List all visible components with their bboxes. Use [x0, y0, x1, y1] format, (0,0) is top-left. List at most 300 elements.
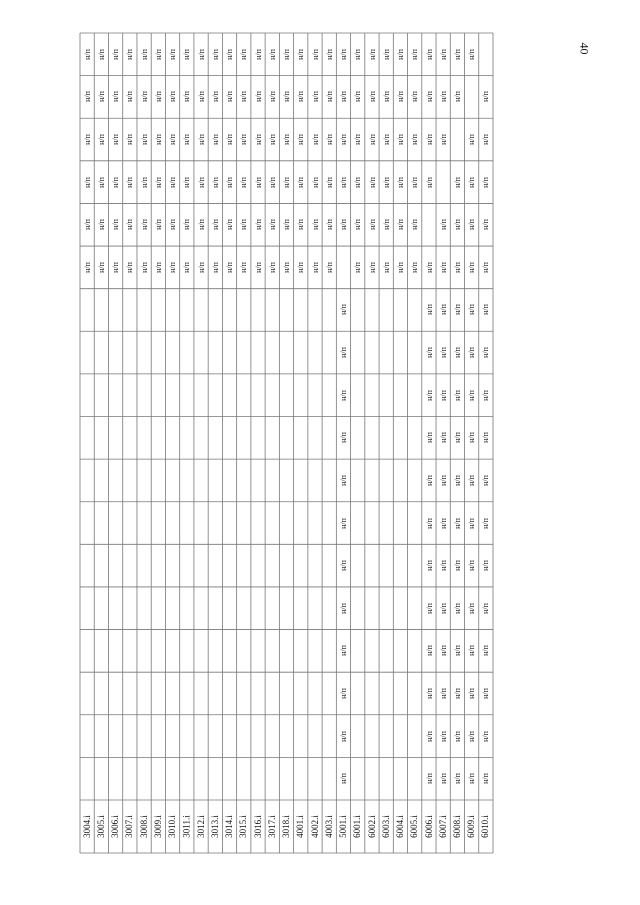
table-cell: [436, 289, 450, 332]
table-cell-text: н/п: [410, 91, 420, 103]
table-cell: [450, 118, 464, 161]
table-cell: [365, 502, 379, 545]
table-cell-text: н/п: [111, 176, 121, 188]
table-cell: [393, 118, 407, 161]
table-cell: [151, 417, 165, 460]
table-cell: [365, 331, 379, 374]
table-cell-text: н/п: [310, 91, 320, 103]
table-cell: [365, 76, 379, 119]
table-cell: [479, 417, 493, 460]
table-cell-text: н/п: [168, 91, 178, 103]
table-cell: [336, 630, 350, 673]
table-cell: [208, 33, 222, 76]
table-cell-text: н/п: [139, 219, 149, 231]
table-cell: [422, 76, 436, 119]
table-cell: [222, 203, 236, 246]
table-cell-text: н/п: [82, 134, 92, 145]
row-label: [80, 800, 94, 853]
table-cell: [237, 757, 251, 800]
table-cell: [379, 289, 393, 332]
table-cell-text: н/п: [111, 134, 121, 145]
table-cell-text: н/п: [267, 261, 277, 273]
table-cell-text: н/п: [96, 134, 106, 145]
table-cell: [479, 76, 493, 119]
table-cell: [137, 331, 151, 374]
table-cell: [80, 417, 94, 460]
table-cell-text: н/п: [424, 645, 434, 657]
table-cell: [80, 76, 94, 119]
table-cell: [180, 672, 194, 715]
table-cell: [465, 715, 479, 758]
table-cell-text: н/п: [96, 176, 106, 188]
table-cell: [165, 246, 179, 289]
row-label-text: 3012.i: [195, 815, 206, 838]
table-cell: [279, 331, 293, 374]
table-cell: [422, 161, 436, 204]
table-cell: [336, 76, 350, 119]
table-cell: [151, 587, 165, 630]
table-cell: [308, 118, 322, 161]
table-cell-text: н/п: [424, 389, 434, 401]
table-cell: [208, 76, 222, 119]
table-cell: [294, 587, 308, 630]
table-cell-text: н/п: [239, 134, 249, 145]
table-cell: [408, 289, 422, 332]
table-cell-text: н/п: [338, 730, 348, 742]
table-cell-text: н/п: [225, 219, 235, 231]
row-label-text: 3007.i: [124, 815, 135, 838]
row-label: [479, 800, 493, 853]
table-cell-text: н/п: [424, 347, 434, 358]
table-cell: [180, 587, 194, 630]
table-cell: [294, 161, 308, 204]
table-cell: [265, 76, 279, 119]
table-cell: [308, 33, 322, 76]
table-cell: [422, 672, 436, 715]
table-cell: [436, 587, 450, 630]
table-cell-text: н/п: [438, 347, 448, 358]
table-cell: [108, 630, 122, 673]
table-cell: [137, 587, 151, 630]
table-cell-text: н/п: [210, 91, 220, 103]
table-cell: [194, 459, 208, 502]
table-cell: [208, 161, 222, 204]
table-cell-text: н/п: [381, 176, 391, 188]
table-cell: [322, 161, 336, 204]
table-cell-text: н/п: [452, 219, 462, 231]
table-cell: [108, 76, 122, 119]
table-cell-text: н/п: [225, 261, 235, 273]
row-label-text: 3005.i: [95, 815, 106, 838]
table-cell-text: н/п: [125, 219, 135, 231]
table-cell: [237, 587, 251, 630]
table-cell: [422, 715, 436, 758]
table-cell: [336, 374, 350, 417]
table-cell: [379, 757, 393, 800]
table-cell: [94, 757, 108, 800]
table-cell-text: н/п: [452, 602, 462, 614]
table-cell: [123, 715, 137, 758]
table-cell: [94, 374, 108, 417]
table-cell: [151, 630, 165, 673]
table-cell: [237, 672, 251, 715]
table-cell: [180, 544, 194, 587]
table-cell: [108, 203, 122, 246]
table-cell-text: н/п: [153, 134, 163, 145]
table-cell: [265, 757, 279, 800]
table-cell: [265, 246, 279, 289]
table-cell-text: н/п: [467, 304, 477, 316]
table-cell: [180, 630, 194, 673]
table-cell-text: н/п: [381, 91, 391, 103]
table-cell: [151, 203, 165, 246]
table-cell-text: н/п: [253, 219, 263, 231]
table-cell: [408, 331, 422, 374]
row-label-text: 3017.i: [266, 815, 277, 838]
table-cell: [422, 502, 436, 545]
table-cell: [222, 33, 236, 76]
table-cell: [108, 757, 122, 800]
table-cell: [208, 289, 222, 332]
table-cell-text: н/п: [267, 134, 277, 145]
table-cell-text: н/п: [438, 645, 448, 657]
table-cell-text: н/п: [324, 219, 334, 231]
table-cell-text: н/п: [239, 219, 249, 231]
table-cell: [336, 246, 350, 289]
table-cell-text: н/п: [410, 134, 420, 145]
table-cell-text: н/п: [410, 176, 420, 188]
table-cell-text: н/п: [267, 48, 277, 60]
row-label-text: 6003.i: [380, 815, 391, 838]
table-cell-text: н/п: [481, 134, 491, 145]
table-cell: [479, 203, 493, 246]
table-cell-text: н/п: [210, 219, 220, 231]
table-cell: [237, 76, 251, 119]
table-cell-text: н/п: [125, 48, 135, 60]
table-cell-text: н/п: [310, 176, 320, 188]
table-cell-text: н/п: [452, 730, 462, 742]
table-cell: [123, 203, 137, 246]
table-cell: [180, 417, 194, 460]
table-cell: [379, 630, 393, 673]
table-cell-text: н/п: [82, 261, 92, 273]
table-cell: [408, 757, 422, 800]
table-cell: [408, 76, 422, 119]
table-cell: [123, 757, 137, 800]
table-cell: [450, 587, 464, 630]
table-cell: [108, 672, 122, 715]
table-cell: [408, 502, 422, 545]
table-cell-text: н/п: [424, 560, 434, 572]
table-cell: [151, 757, 165, 800]
table-cell: [379, 161, 393, 204]
table-cell: [123, 118, 137, 161]
row-label-text: 3018.i: [280, 815, 291, 838]
table-cell: [108, 33, 122, 76]
table-cell: [222, 417, 236, 460]
table-cell: [265, 417, 279, 460]
table-cell: [308, 757, 322, 800]
table-cell: [222, 246, 236, 289]
table-cell-text: н/п: [424, 261, 434, 273]
table-cell: [194, 544, 208, 587]
table-cell: [108, 544, 122, 587]
table-cell: [479, 331, 493, 374]
table-cell: [94, 289, 108, 332]
table-cell-text: н/п: [225, 48, 235, 60]
table-cell: [408, 374, 422, 417]
table-cell: [408, 417, 422, 460]
table-cell: [393, 161, 407, 204]
table-cell: [294, 246, 308, 289]
row-label-text: 6005.i: [409, 815, 420, 838]
table-cell: [465, 161, 479, 204]
table-cell: [450, 459, 464, 502]
table-cell: [351, 672, 365, 715]
table-cell: [123, 289, 137, 332]
table-cell: [180, 118, 194, 161]
table-cell: [365, 587, 379, 630]
table-cell: [165, 289, 179, 332]
table-cell: [108, 715, 122, 758]
table-cell: [208, 331, 222, 374]
table-cell: [294, 544, 308, 587]
table-cell: [279, 757, 293, 800]
table-cell: [436, 715, 450, 758]
table-cell: [479, 715, 493, 758]
table-cell-text: н/п: [467, 48, 477, 60]
row-label: [465, 800, 479, 853]
table-cell: [422, 417, 436, 460]
table-cell-text: н/п: [452, 688, 462, 699]
table-cell-text: н/п: [481, 645, 491, 657]
table-cell: [393, 672, 407, 715]
table-cell: [80, 33, 94, 76]
table-cell: [393, 76, 407, 119]
table-cell-text: н/п: [111, 261, 121, 273]
table-cell: [151, 374, 165, 417]
table-cell: [408, 672, 422, 715]
table-cell-text: н/п: [225, 91, 235, 103]
table-cell: [94, 715, 108, 758]
table-cell: [265, 544, 279, 587]
table-cell: [365, 544, 379, 587]
table-cell: [365, 289, 379, 332]
table-cell: [194, 118, 208, 161]
row-label: [436, 800, 450, 853]
table-cell: [237, 459, 251, 502]
table-cell-text: н/п: [139, 91, 149, 103]
table-cell-text: н/п: [324, 176, 334, 188]
table-cell: [351, 417, 365, 460]
table-cell-text: н/п: [196, 134, 206, 145]
table-cell-text: н/п: [153, 219, 163, 231]
table-cell: [322, 331, 336, 374]
table-cell: [94, 161, 108, 204]
table-cell: [450, 417, 464, 460]
table-cell: [80, 459, 94, 502]
table-cell: [393, 587, 407, 630]
table-cell: [393, 544, 407, 587]
table-cell-text: н/п: [353, 48, 363, 60]
table-cell: [208, 672, 222, 715]
table-cell: [379, 502, 393, 545]
table-cell-text: н/п: [168, 48, 178, 60]
table-cell: [208, 417, 222, 460]
table-cell: [393, 417, 407, 460]
table-cell: [479, 289, 493, 332]
table-cell: [208, 203, 222, 246]
table-cell: [336, 544, 350, 587]
table-cell: [351, 331, 365, 374]
table-cell: [294, 630, 308, 673]
table-cell: [365, 672, 379, 715]
table-cell: [137, 757, 151, 800]
table-cell: [137, 76, 151, 119]
table-cell: [251, 203, 265, 246]
table-cell: [137, 246, 151, 289]
table-cell: [279, 203, 293, 246]
table-cell: [322, 587, 336, 630]
table-cell-text: н/п: [381, 261, 391, 273]
row-label: [450, 800, 464, 853]
table-cell-text: н/п: [168, 134, 178, 145]
table-cell: [336, 33, 350, 76]
table-cell: [208, 544, 222, 587]
table-cell: [265, 459, 279, 502]
table-cell-text: н/п: [452, 304, 462, 316]
row-label-text: 3013.i: [209, 815, 220, 838]
table-cell-text: н/п: [267, 176, 277, 188]
table-cell: [265, 161, 279, 204]
table-cell: [80, 246, 94, 289]
table-cell-text: н/п: [452, 773, 462, 785]
table-cell-text: н/п: [239, 176, 249, 188]
table-cell: [94, 76, 108, 119]
table-cell-text: н/п: [281, 176, 291, 188]
table-cell-text: н/п: [481, 176, 491, 188]
table-cell-text: н/п: [253, 176, 263, 188]
page-number-text: 40: [577, 42, 592, 54]
table-cell: [94, 587, 108, 630]
table-cell: [436, 76, 450, 119]
table-cell-text: н/п: [467, 475, 477, 486]
table-cell-text: н/п: [153, 91, 163, 103]
table-cell: [308, 672, 322, 715]
table-cell-text: н/п: [438, 432, 448, 444]
table-cell: [123, 246, 137, 289]
table-cell: [251, 715, 265, 758]
table-cell: [322, 203, 336, 246]
table-cell-text: н/п: [424, 730, 434, 742]
table-cell: [294, 289, 308, 332]
table-cell: [151, 672, 165, 715]
table-cell: [308, 76, 322, 119]
table-cell: [251, 459, 265, 502]
table-cell-text: н/п: [481, 773, 491, 785]
table-cell-text: н/п: [324, 48, 334, 60]
table-cell: [165, 33, 179, 76]
table-cell: [408, 246, 422, 289]
table-cell: [308, 630, 322, 673]
table-cell: [408, 203, 422, 246]
table-cell: [450, 672, 464, 715]
table-cell: [108, 374, 122, 417]
table-cell: [351, 374, 365, 417]
table-cell: [194, 246, 208, 289]
table-cell-text: н/п: [111, 219, 121, 231]
table-cell-text: н/п: [467, 560, 477, 572]
row-label-text: 6004.i: [394, 815, 405, 838]
table-cell: [208, 374, 222, 417]
table-cell: [450, 203, 464, 246]
table-cell: [222, 289, 236, 332]
row-label-text: 5001.i: [337, 815, 348, 838]
table-cell-text: н/п: [481, 602, 491, 614]
table-cell: [237, 33, 251, 76]
row-label: [237, 800, 251, 853]
table-cell-text: н/п: [310, 219, 320, 231]
table-cell: [165, 630, 179, 673]
table-cell-text: н/п: [424, 48, 434, 60]
table-cell: [208, 715, 222, 758]
table-cell: [123, 587, 137, 630]
table-cell-text: н/п: [438, 602, 448, 614]
table-cell: [123, 161, 137, 204]
table-cell: [80, 672, 94, 715]
table-cell: [308, 374, 322, 417]
table-cell-text: н/п: [196, 176, 206, 188]
table-cell: [379, 33, 393, 76]
table-cell-text: н/п: [467, 730, 477, 742]
table-cell: [450, 757, 464, 800]
table-cell: [208, 587, 222, 630]
row-label: [251, 800, 265, 853]
table-cell-text: н/п: [481, 219, 491, 231]
table-cell: [180, 459, 194, 502]
table-cell: [108, 587, 122, 630]
table-cell: [422, 203, 436, 246]
table-cell: [108, 459, 122, 502]
table-cell: [465, 203, 479, 246]
row-label: [422, 800, 436, 853]
table-cell: [351, 502, 365, 545]
table-cell-text: н/п: [296, 219, 306, 231]
table-cell-text: н/п: [281, 91, 291, 103]
table-cell-text: н/п: [338, 602, 348, 614]
table-cell: [165, 715, 179, 758]
table-cell-text: н/п: [438, 773, 448, 785]
table-cell-text: н/п: [338, 389, 348, 401]
table-cell-text: н/п: [196, 219, 206, 231]
table-cell: [450, 161, 464, 204]
table-cell: [436, 544, 450, 587]
table-cell: [465, 672, 479, 715]
table-cell: [237, 417, 251, 460]
table-cell: [336, 502, 350, 545]
table-cell: [279, 587, 293, 630]
table-cell-text: н/п: [225, 134, 235, 145]
table-cell: [180, 502, 194, 545]
table-cell: [237, 630, 251, 673]
table-cell: [94, 203, 108, 246]
table-cell: [365, 33, 379, 76]
table-cell-text: н/п: [82, 176, 92, 188]
table-cell-text: н/п: [353, 219, 363, 231]
table-cell: [180, 331, 194, 374]
table-cell: [194, 374, 208, 417]
table-cell: [222, 459, 236, 502]
